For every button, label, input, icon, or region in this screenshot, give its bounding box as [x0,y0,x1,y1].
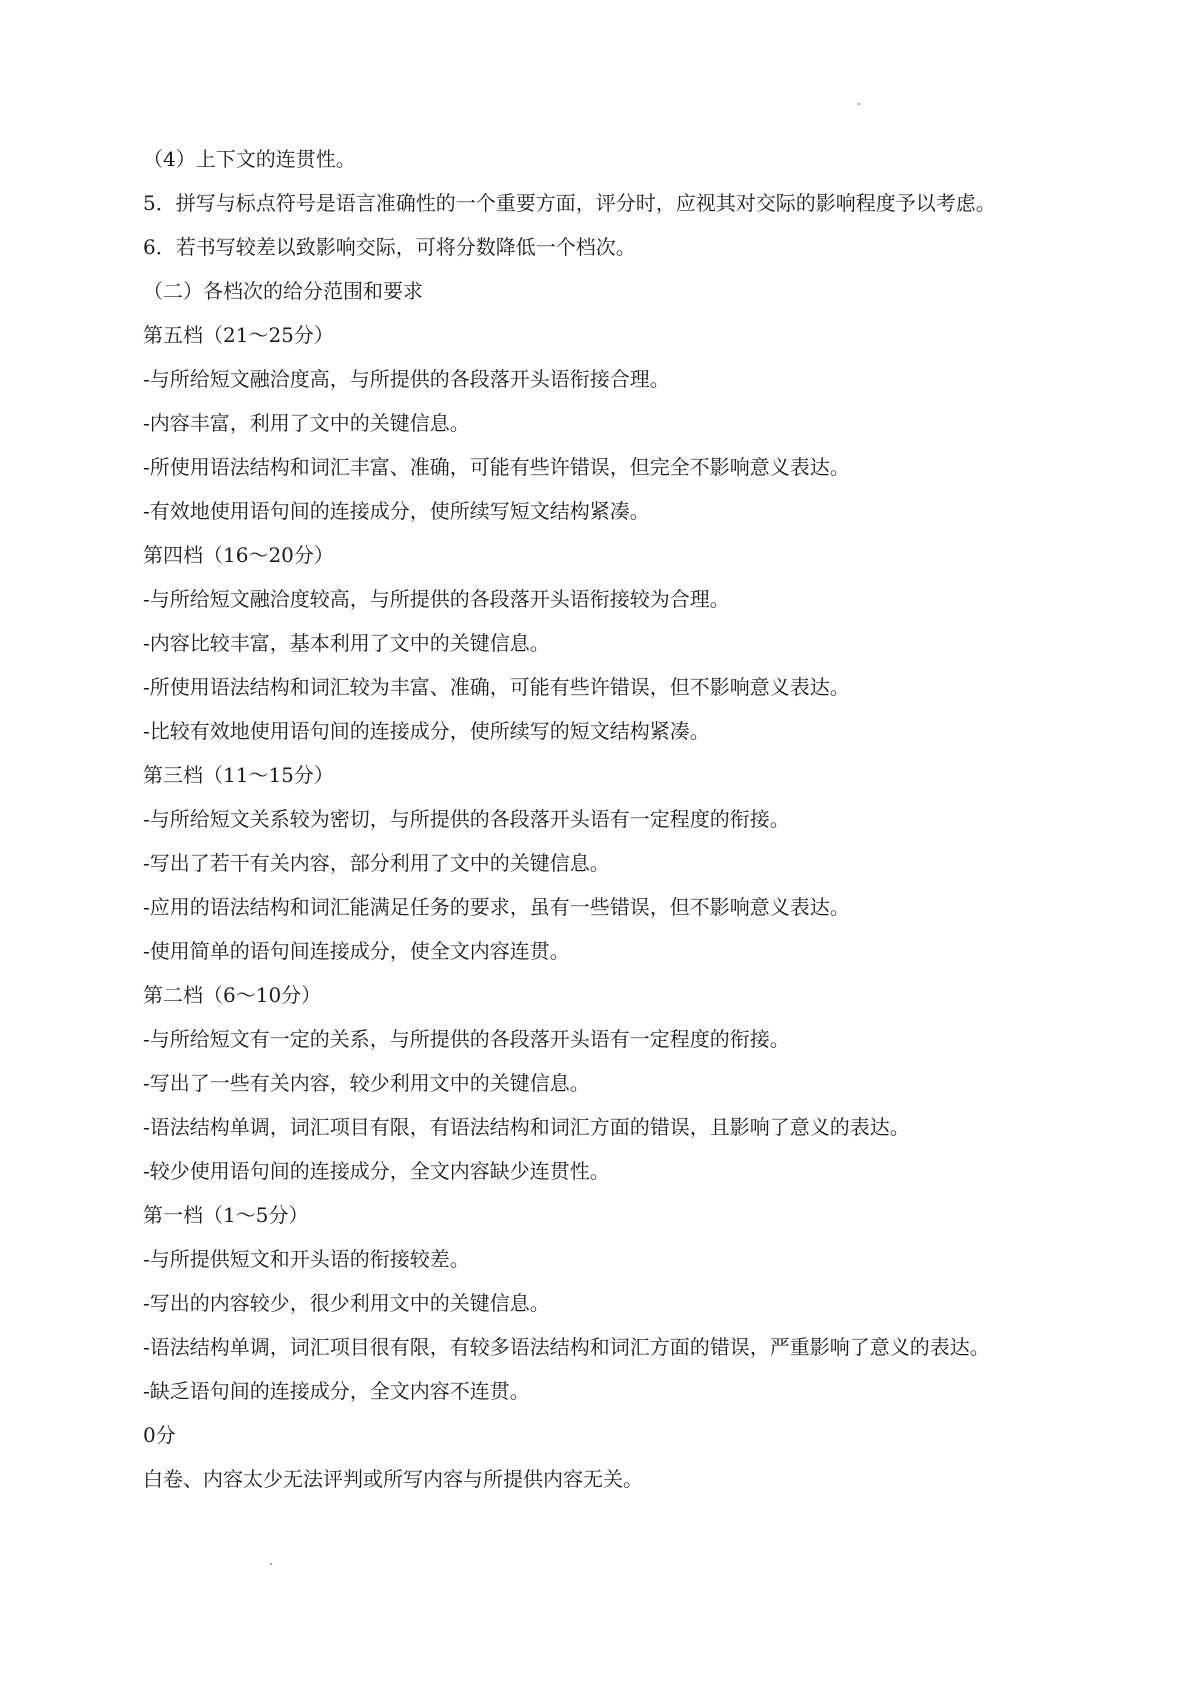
level-3-item: -与所给短文关系较为密切，与所提供的各段落开头语有一定程度的衔接。 [143,807,790,831]
level-1-item: -写出的内容较少，很少利用文中的关键信息。 [143,1291,550,1315]
level-5-heading: 第五档（21～25分） [143,323,334,347]
criteria-item-4: （4）上下文的连贯性。 [143,147,356,171]
scan-speck [270,1563,272,1565]
scan-speck [858,103,860,105]
level-3-item: -写出了若干有关内容，部分利用了文中的关键信息。 [143,851,610,875]
level-3-heading: 第三档（11～15分） [143,763,334,787]
level-1-item: -语法结构单调，词汇项目很有限，有较多语法结构和词汇方面的错误，严重影响了意义的表达。 [143,1335,990,1359]
level-5-item: -与所给短文融洽度高，与所提供的各段落开头语衔接合理。 [143,367,670,391]
level-3-item: -应用的语法结构和词汇能满足任务的要求，虽有一些错误，但不影响意义表达。 [143,895,850,919]
level-0-heading: 0分 [143,1423,176,1447]
document-body [143,144,1073,1508]
level-0-item: 白卷、内容太少无法评判或所写内容与所提供内容无关。 [143,1467,643,1491]
level-5-item: -有效地使用语句间的连接成分，使所续写短文结构紧凑。 [143,499,650,523]
section-heading-levels: （二）各档次的给分范围和要求 [143,279,423,303]
level-2-item: -语法结构单调，词汇项目有限，有语法结构和词汇方面的错误，且影响了意义的表达。 [143,1115,910,1139]
level-4-item: -所使用语法结构和词汇较为丰富、准确，可能有些许错误，但不影响意义表达。 [143,675,850,699]
level-2-heading: 第二档（6～10分） [143,983,322,1007]
rule-5-spelling: 5．拼写与标点符号是语言准确性的一个重要方面，评分时，应视其对交际的影响程度予以考虑。 [143,191,996,215]
rule-6-handwriting: 6．若书写较差以致影响交际，可将分数降低一个档次。 [143,235,636,259]
level-1-item: -缺乏语句间的连接成分，全文内容不连贯。 [143,1379,530,1403]
level-2-item: -较少使用语句间的连接成分，全文内容缺少连贯性。 [143,1159,610,1183]
level-1-heading: 第一档（1～5分） [143,1203,309,1227]
level-2-item: -与所给短文有一定的关系，与所提供的各段落开头语有一定程度的衔接。 [143,1027,790,1051]
level-1-item: -与所提供短文和开头语的衔接较差。 [143,1247,470,1271]
level-5-item: -内容丰富，利用了文中的关键信息。 [143,411,470,435]
level-4-item: -内容比较丰富，基本利用了文中的关键信息。 [143,631,550,655]
level-4-heading: 第四档（16～20分） [143,543,334,567]
level-5-item: -所使用语法结构和词汇丰富、准确，可能有些许错误，但完全不影响意义表达。 [143,455,850,479]
level-4-item: -与所给短文融洽度较高，与所提供的各段落开头语衔接较为合理。 [143,587,730,611]
level-2-item: -写出了一些有关内容，较少利用文中的关键信息。 [143,1071,590,1095]
level-4-item: -比较有效地使用语句间的连接成分，使所续写的短文结构紧凑。 [143,719,710,743]
level-3-item: -使用简单的语句间连接成分，使全文内容连贯。 [143,939,570,963]
